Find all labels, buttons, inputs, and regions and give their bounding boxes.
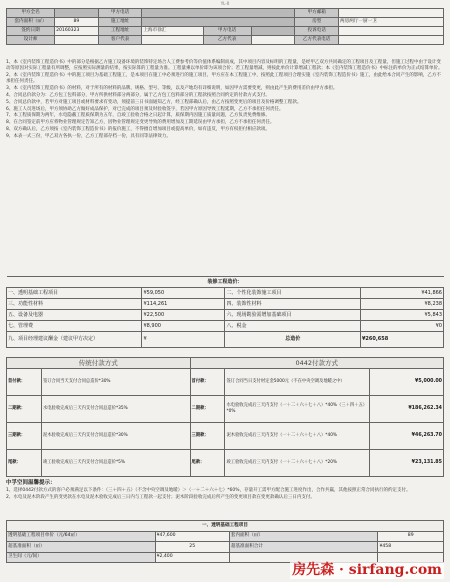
sign-date-value: 20160323: [55, 27, 99, 36]
payment-stage-amount: ¥186,262.34: [369, 396, 443, 423]
label-party-b-phone: 乙方代表电话: [295, 36, 339, 45]
traditional-payment-title: 传统付款方式: [7, 358, 191, 369]
payment-stage-text: 水电验收完成后三天内支付合同总造价*35%: [41, 396, 190, 423]
client-name-value: [55, 9, 99, 18]
cost-item-value: ¥41,866: [360, 288, 443, 299]
tip-line: 1、选择0442付款方式的客户必须满足以下条件：（三＋四＋五）（不含中央空调及地暖）＞（一＋二＋六＋七）*60%，存量开工需甲方配合施工进度作出，合作共赢，其他按照正常合同执行的约定支付。: [6, 487, 411, 493]
page-number: YL-0: [220, 1, 230, 6]
payment-stage-label: 首付款：: [7, 369, 42, 396]
note-9: 8、双方确认后，乙方须按《室内装饰工程造价书》的报价施工，不得擅自增加项目或提高单价，如有违反，甲方有权拒付相应款项。: [6, 126, 270, 132]
note-1: 1、本《室内装饰工程造价书》中的部分是根据乙方施工设备环境的装饰特定场合人工费参考价等价值体系编制而成，其中项目内容及标明的工程量，是经甲乙双方共同确定的工程项目及工程量，但施工过程中由于设计变动等原因对实际工程量有所调整，应按照实际测量的结果，按实际算的工程量为准。工程量乘以单价即为该项合价；若工程量增减，则按此单价计算增减工程款；本《室内装饰工程造价书》中标注的单价为正式结算单价。: [6, 60, 443, 72]
terms-notes: [6, 60, 444, 141]
note-5: 5、合同总价款中，若甲方对施工项目或材料要求有变动，须提前三日书面通知乙方，经工程部确认后，由乙方按照变更后的项目及价格调整工程款。: [6, 99, 302, 105]
payment-stage-text: 竣工验收完成后三天内支付合同总造价*5%: [41, 450, 190, 477]
cost-item-label: 一、透明基础工程项目: [7, 288, 142, 299]
client-email-value: [339, 9, 444, 18]
section-title: 一、透明基础工程项目: [7, 521, 444, 532]
payment-stage-amount: ¥5,000.00: [369, 369, 443, 396]
note-8: 8、在合同签定前甲方应将物业管理规定告知乙方，因物业管理规定变更导致的费用增加及工期延误由甲方承担，乙方不承担任何责任。: [6, 120, 275, 126]
cost-item-label: 五、设备及电器: [7, 310, 142, 321]
payment-stage-label: 尾款：: [7, 450, 42, 477]
note-2: 2、本《室内装饰工程造价书》中的施工项目为基础工程施工，是本项目在施工中必须进行的施工项目，甲方应在本工程施工中，按照此工程项目合理实施《室内装饰工程造价书》施工，由此给本合同产生的影响，乙方不承担任何责任。: [6, 73, 441, 85]
label-area: 套内面积（㎡）: [7, 18, 55, 27]
item-label: 卫生间（元/间）: [7, 552, 156, 563]
label-project-address: 工程地址: [98, 27, 142, 36]
site-address-value: [142, 18, 295, 27]
label-room-type: 房型: [295, 18, 339, 27]
label-client-name: 甲方全名: [7, 9, 55, 18]
payment-stage-label: 尾款：: [190, 450, 225, 477]
payment-stage-text: 竣工验收完成后三天内支付（一＋二＋六＋七＋八）*20%: [225, 450, 369, 477]
cost-item-value: ¥5,843: [360, 310, 443, 321]
cost-item-value: ¥59,050: [142, 288, 225, 299]
item-value: ¥2,400: [155, 552, 229, 563]
room-type-value: 两房两厅一厨一卫: [339, 18, 444, 27]
project-address-value: 上海市徐汇: [142, 27, 203, 36]
total-cost-summary: [6, 276, 444, 348]
label-site-address: 施工地址: [98, 18, 142, 27]
note-3: 3、本《室内装饰工程造价书》的材料，对于所有的材料的品牌、规格、型号、等级，以及产地均有详细说明，如因甲方需要变更，则由此产生的费用差价由甲方承担。: [6, 86, 338, 92]
watermark-logo: 房先森 · sirfang.com: [292, 561, 442, 578]
cost-item-label: 七、管理费: [7, 321, 142, 332]
item-value: ¥47,600: [155, 531, 229, 542]
label-client-email: 甲方邮箱: [295, 9, 339, 18]
payment-comparison: [6, 357, 444, 477]
payment-stage-amount: ¥23,131.85: [369, 450, 443, 477]
item-label: 超基准面积（㎡）: [7, 542, 156, 553]
cost-item-value: ¥114,261: [142, 299, 225, 310]
label-complaint-phone: 投诉电话: [295, 27, 339, 36]
client-rep-value: [142, 36, 203, 45]
designer-value: [55, 36, 99, 45]
note-7: 7、本工程质保期为两年，水电隐蔽工程质保期为五年，自竣工验收合格之日起计算，质保期内因施工质量问题，乙方负责免费维修。: [6, 113, 270, 119]
cost-item-value: ¥0: [360, 321, 443, 332]
item-label: 套内面积（㎡）: [229, 531, 378, 542]
cost-item-label: 四、装饰性材料: [225, 299, 360, 310]
label-party-b-rep: 乙方代表: [203, 36, 251, 45]
payment-stage-label: 三期款：: [7, 423, 42, 450]
payment-stage-text: 水电验收完成后三天内支付（一＋二＋六＋七＋八）*40%（三＋四＋五）*0%: [225, 396, 369, 423]
payment-stage-label: 三期款：: [190, 423, 225, 450]
payment-stage-amount: ¥46,263.70: [369, 423, 443, 450]
party-a-phone-value: [251, 27, 295, 36]
cost-item-value: ¥8,900: [142, 321, 225, 332]
label-party-a-phone: 甲方电话: [203, 27, 251, 36]
payment-stage-label: 二期款：: [7, 396, 42, 423]
grand-total-label: 总造价: [225, 332, 360, 348]
tip-line: 2、水电及泥木阶段产生的变更款在水电及泥木验收完成后三日内与工程款一起支付；泥木阶段验收完成后所产生的变更项目款在变更款确认后三日内支付。: [6, 494, 315, 500]
note-10: 9、本表一式三份，甲乙双方各执一份，乙方工程部存档一份，具有同等法律效力。: [6, 133, 171, 139]
party-b-phone-value: [339, 36, 444, 45]
payment-stage-text: 泥木验收完成后三天内支付合同总造价*30%: [41, 423, 190, 450]
item-value: ¥458: [378, 542, 444, 553]
item-value: 25: [155, 542, 229, 553]
complaint-phone-value: [339, 27, 444, 36]
header-info-table: [6, 8, 444, 45]
note-4: 4、合同总价款分为：乙方包工包料部分，甲方所供材料部分两部分，属于乙方包工包料部分的工程款按照合同约定的付款方式支付。: [6, 92, 270, 98]
payment-stage-text: 签订合同当日支付材定金5000元（不在中央空调及地暖之中）: [225, 369, 369, 396]
label-client-phone: 甲方电话: [98, 9, 142, 18]
cost-item-label: 八、税金: [225, 321, 360, 332]
cost-item-label: 六、现场勘验需增加基础项目: [225, 310, 360, 321]
payment-stage-label: 首付款：: [190, 369, 225, 396]
cost-item-label: 二、个性化装饰施工项目: [225, 288, 360, 299]
label-sign-date: 签约日期: [7, 27, 55, 36]
tips-title: 中孚空间温馨提示：: [6, 480, 56, 486]
warm-tips: [6, 480, 444, 501]
note-6: 6、施工人员进场后，甲方须协助乙方做好成品保护，对已完成的项目须及时验收签字，若因甲方原因导致工程延期，乙方不承担任何责任。: [6, 106, 284, 112]
area-value: 89: [55, 18, 99, 27]
item-label: 透明基础工程项目单价（元/64㎡）: [7, 531, 156, 542]
client-phone-value: [142, 9, 295, 18]
item-label: 超基准面积合计: [229, 542, 378, 553]
party-b-rep-value: [251, 36, 295, 45]
payment-stage-text: 泥木验收完成后三天内支付（一＋二＋六＋七＋八）*40%: [225, 423, 369, 450]
cost-item-value: ¥8,238: [360, 299, 443, 310]
payment-stage-label: 二期款：: [190, 396, 225, 423]
cost-item-label: 三、功能性材料: [7, 299, 142, 310]
grand-total-value: ¥260,658: [360, 332, 443, 348]
label-client-rep: 客户代表: [98, 36, 142, 45]
pm-fee-label: 九、项目经理建议酬金（建议甲方决定）: [7, 332, 142, 348]
basic-project-table: [6, 520, 444, 563]
payment-stage-text: 签订合同当天支付合同总造价*30%: [41, 369, 190, 396]
label-designer: 设计师: [7, 36, 55, 45]
pm-fee-value: ¥: [142, 332, 225, 348]
total-title: 装修工程造价：: [7, 277, 444, 288]
new-payment-title: 0442付款方式: [190, 358, 443, 369]
cost-item-value: ¥22,500: [142, 310, 225, 321]
item-value: 89: [378, 531, 444, 542]
